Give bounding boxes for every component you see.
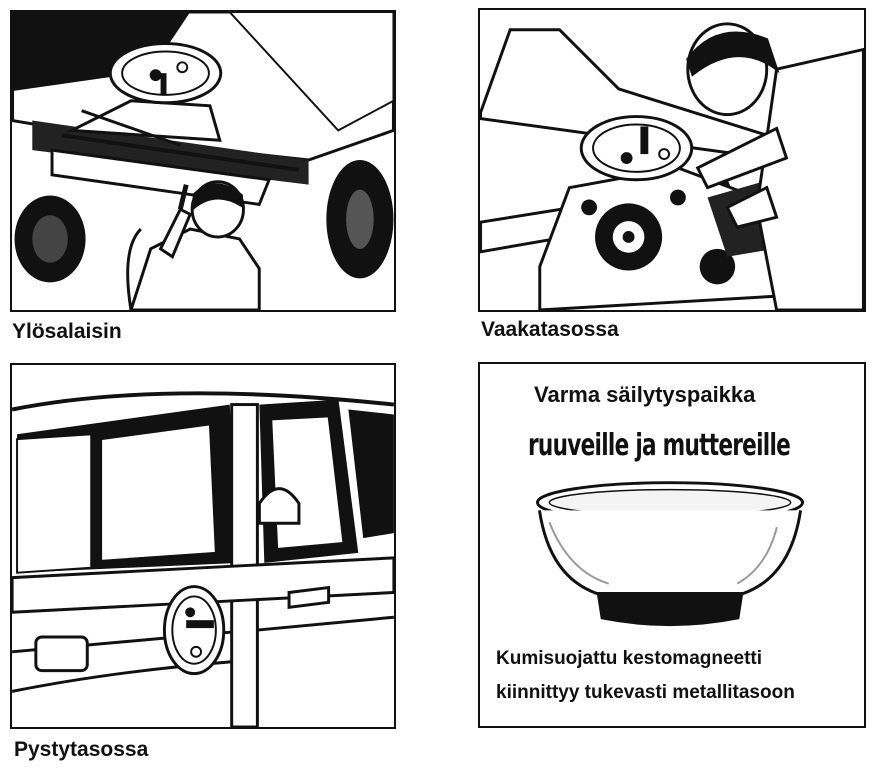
- magnetic-tray-icon: [110, 44, 221, 103]
- magnetic-tray-icon: [581, 117, 692, 180]
- caption-vertical: Pystytasossa: [14, 738, 149, 761]
- advert-footer-line1: Kumisuojattu kestomagneetti: [496, 648, 763, 669]
- caption-upside-down: Ylösalaisin: [12, 320, 122, 343]
- car-door-illustration: [12, 365, 394, 727]
- magnetic-tray-icon: [164, 587, 223, 674]
- car-underside-illustration: [12, 12, 394, 310]
- advert-footer-line2: kiinnittyy tukevasti metallitasoon: [496, 682, 795, 703]
- product-advert-panel: [478, 362, 866, 728]
- illustration-horizontal: [478, 8, 866, 312]
- illustration-upside-down: [10, 10, 396, 312]
- advert-heading-line2: ruuveille ja muttereille: [528, 428, 791, 463]
- advert-heading-line1: Varma säilytyspaikka: [534, 382, 756, 407]
- engine-illustration: [480, 10, 864, 310]
- caption-horizontal: Vaakatasossa: [481, 318, 619, 341]
- bowl-illustration: [480, 364, 864, 726]
- illustration-vertical: [10, 363, 396, 729]
